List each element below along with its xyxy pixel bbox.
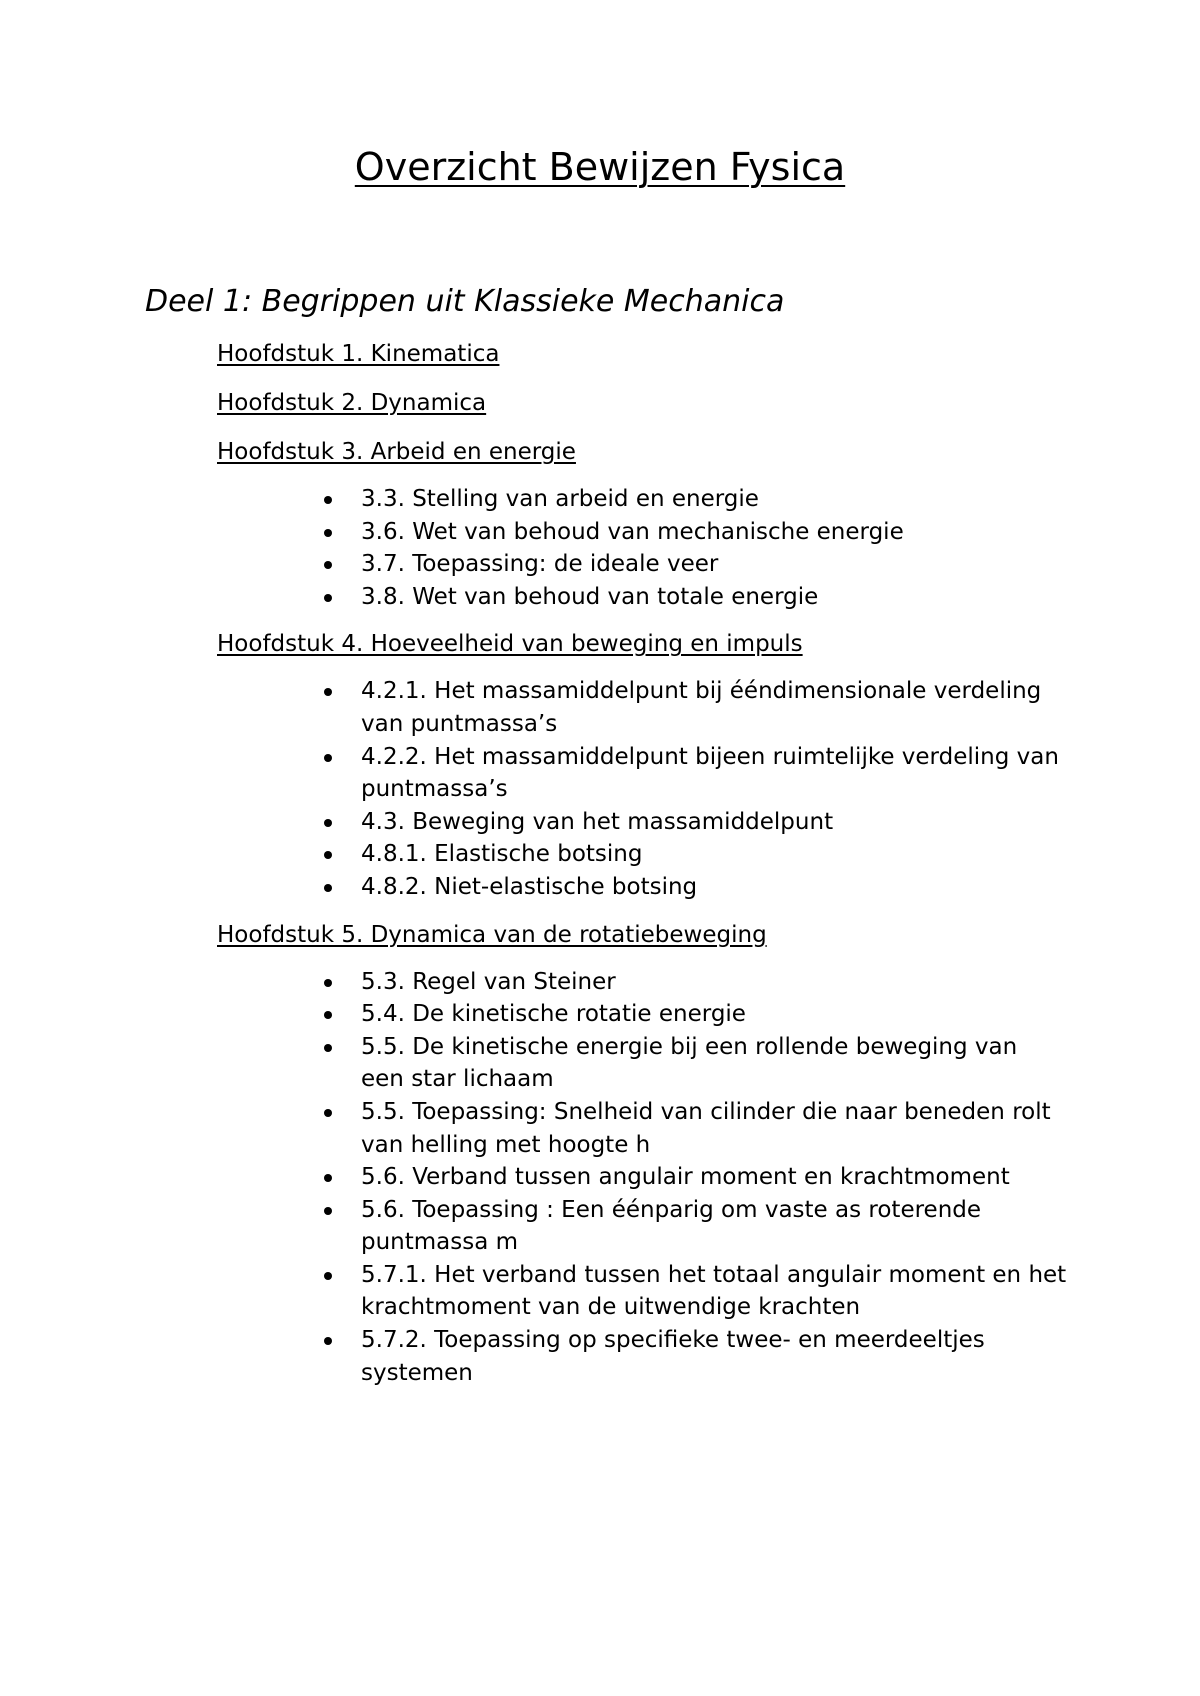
list-item — [217, 1194, 1067, 1259]
list-item-text: 3.6. Wet van behoud van mechanische energie — [361, 518, 904, 545]
chapter-heading: Hoofdstuk 4. Hoeveelheid van beweging en impuls — [217, 631, 803, 658]
list-item-text: 4.2.2. Het massamiddelpunt bijeen ruimtelijke verdeling van puntmassa’s — [361, 743, 1059, 803]
document-title: Overzicht Bewijzen Fysica — [354, 145, 846, 189]
bullet-icon — [324, 884, 332, 892]
list-item — [217, 966, 1067, 999]
chapter-heading: Hoofdstuk 5. Dynamica van de rotatiebeweging — [217, 921, 767, 948]
chapter-section — [217, 437, 1077, 613]
list-item-text: 4.3. Beweging van het massamiddelpunt — [361, 808, 834, 835]
chapter-heading: Hoofdstuk 2. Dynamica — [217, 390, 487, 416]
bullet-icon — [324, 1174, 332, 1182]
chapter-section — [217, 629, 1077, 903]
bullet-icon — [324, 496, 332, 504]
list-item — [217, 741, 1067, 806]
list-item — [217, 1031, 1067, 1096]
bullet-icon — [324, 1337, 332, 1345]
list-item — [217, 1096, 1067, 1161]
bullet-icon — [324, 851, 332, 859]
bullet-icon — [324, 1272, 332, 1280]
bullet-list — [217, 966, 1077, 1390]
list-item — [217, 1259, 1067, 1324]
list-item-text: 5.6. Verband tussen angulair moment en krachtmoment — [361, 1164, 1010, 1191]
list-item — [217, 1324, 1067, 1389]
list-item-text: 4.8.2. Niet-elastische botsing — [361, 873, 698, 900]
list-item — [217, 516, 1067, 549]
bullet-icon — [324, 979, 332, 987]
list-item — [217, 998, 1067, 1031]
bullet-list — [217, 675, 1077, 903]
list-item — [217, 871, 1067, 904]
list-item-text: 5.7.2. Toepassing op specifieke twee- en meerdeeltjes systemen — [361, 1327, 985, 1386]
list-item-text: 5.3. Regel van Steiner — [361, 968, 616, 995]
list-item — [217, 483, 1067, 516]
chapter-list — [217, 339, 1077, 1405]
part-heading: Deel 1: Begrippen uit Klassieke Mechanica — [145, 284, 785, 319]
bullet-icon — [324, 529, 332, 537]
chapter-section — [217, 339, 1077, 370]
list-item-text: 4.8.1. Elastische botsing — [361, 841, 643, 868]
bullet-icon — [324, 1044, 332, 1052]
list-item — [217, 806, 1067, 839]
bullet-icon — [324, 754, 332, 762]
list-item — [217, 675, 1067, 740]
bullet-list — [217, 483, 1077, 613]
list-item-text: 5.4. De kinetische rotatie energie — [361, 1001, 746, 1028]
list-item — [217, 581, 1067, 614]
list-item-text: 5.7.1. Het verband tussen het totaal angulair moment en het krachtmoment van de uitwendige krachten — [361, 1261, 1067, 1321]
chapter-heading: Hoofdstuk 3. Arbeid en energie — [217, 439, 576, 465]
list-item-text: 3.7. Toepassing: de ideale veer — [361, 551, 719, 578]
list-item-text: 3.3. Stelling van arbeid en energie — [361, 486, 759, 512]
bullet-icon — [324, 1109, 332, 1117]
bullet-icon — [324, 561, 332, 569]
list-item-text: 5.6. Toepassing : Een éénparig om vaste as roterende puntmassa m — [361, 1196, 982, 1256]
list-item — [217, 548, 1067, 581]
list-item-text: 5.5. De kinetische energie bij een rollende beweging van een star lichaam — [361, 1033, 1018, 1093]
bullet-icon — [324, 1011, 332, 1019]
chapter-section — [217, 920, 1077, 1390]
bullet-icon — [324, 594, 332, 602]
list-item — [217, 1161, 1067, 1194]
chapter-section — [217, 388, 1077, 419]
list-item-text: 5.5. Toepassing: Snelheid van cilinder die naar beneden rolt van helling met hoogte h — [361, 1098, 1051, 1158]
chapter-heading: Hoofdstuk 1. Kinematica — [217, 341, 500, 367]
list-item — [217, 838, 1067, 871]
list-item-text: 3.8. Wet van behoud van totale energie — [361, 583, 819, 610]
bullet-icon — [324, 688, 332, 696]
bullet-icon — [324, 819, 332, 827]
list-item-text: 4.2.1. Het massamiddelpunt bij ééndimensionale verdeling van puntmassa’s — [361, 678, 1042, 737]
bullet-icon — [324, 1207, 332, 1215]
